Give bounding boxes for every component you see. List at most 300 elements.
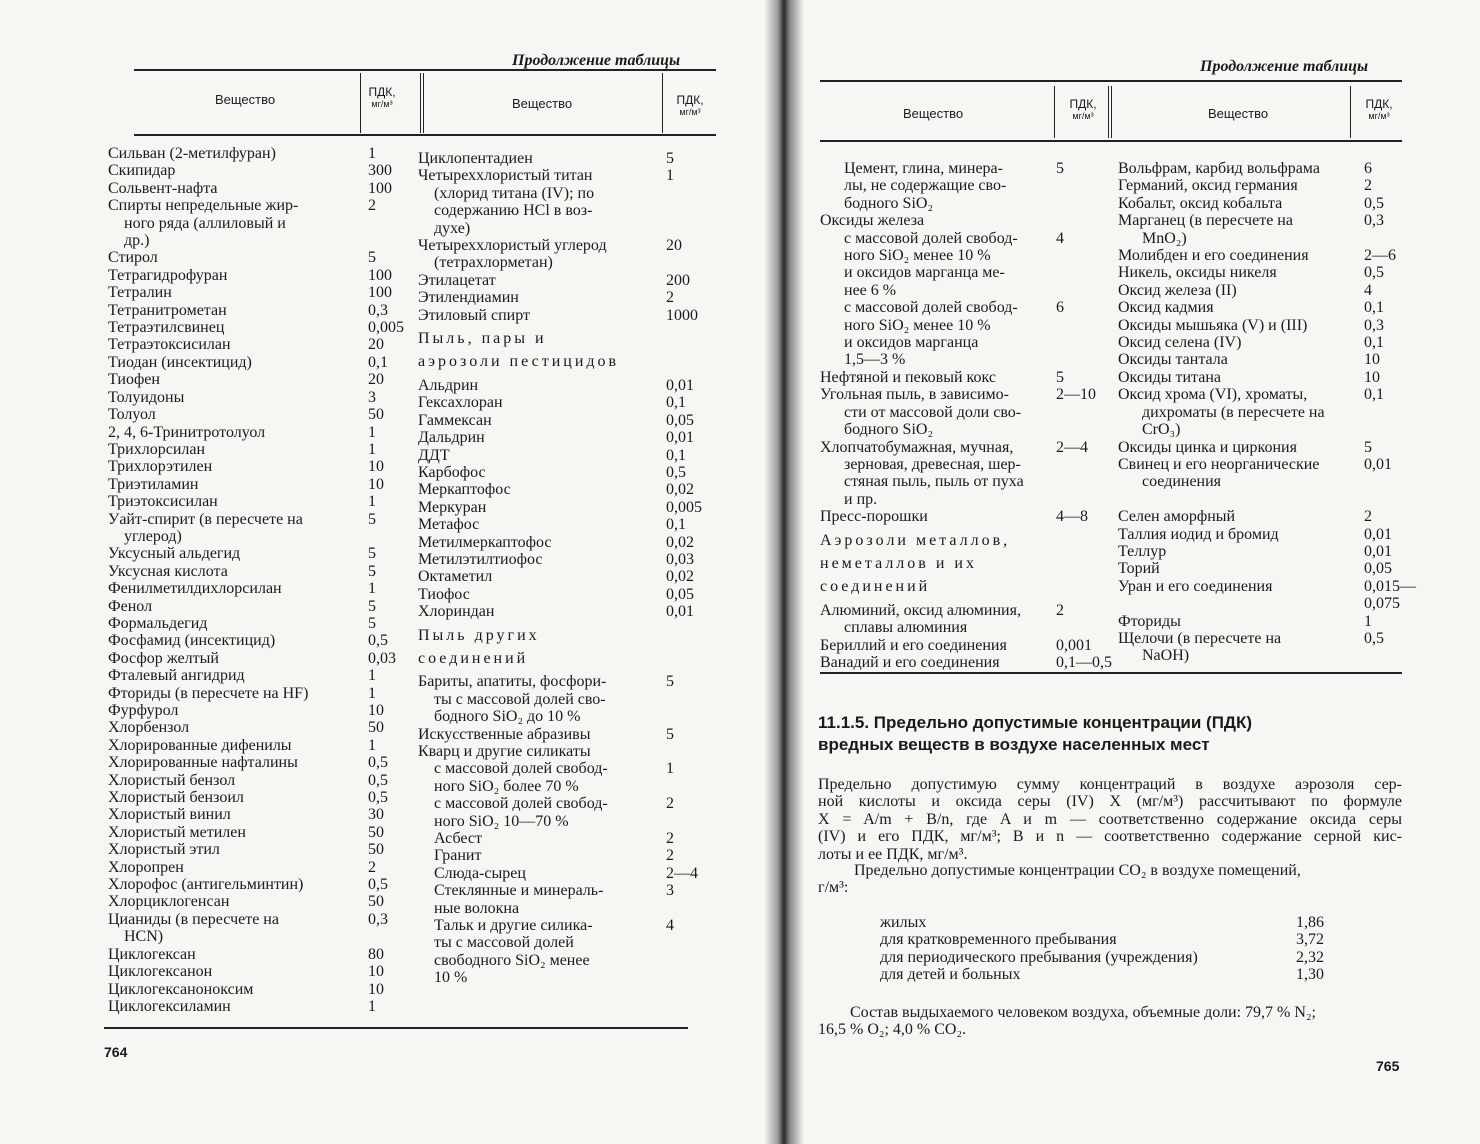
table-row [820, 334, 1140, 351]
table-row [108, 667, 408, 684]
substance-name: с массовой долей свобод- [844, 229, 1018, 247]
pdk-value: 1 [368, 580, 376, 598]
substance-name: Хлористый этил [108, 841, 220, 859]
substance-name: нее 6 % [844, 281, 897, 299]
substance-name: Метилэтилтиофос [418, 550, 543, 568]
substance-name: Торий [1118, 560, 1160, 578]
substance-name: Теллур [1118, 542, 1167, 560]
pdk-value: 2 [368, 858, 376, 876]
table-row [1118, 439, 1408, 456]
substance-name: Никель, оксиды никеля [1118, 264, 1277, 282]
pdk-value: 10 [1364, 351, 1380, 369]
table-row [820, 619, 1140, 636]
substance-name: Фосфамид (инсектицид) [108, 632, 276, 650]
table-row [108, 511, 408, 528]
table-row [108, 371, 408, 388]
table-section-heading [820, 532, 1140, 549]
substance-name: Циклопентадиен [418, 150, 533, 167]
pdk-value: 5 [666, 150, 674, 167]
substance-name: Цианиды (в пересчете на [108, 910, 279, 928]
substance-name: Оксиды тантала [1118, 351, 1228, 369]
substance-name: Хлорированные нафталины [108, 754, 298, 772]
pdk-value: 0,5 [368, 632, 388, 650]
right-column-1 [820, 160, 1140, 671]
substance-name: Дальдрин [418, 429, 485, 447]
co2-value: 3,72 [1296, 931, 1324, 949]
table-row [108, 580, 408, 597]
substance-name: и оксидов марганца [844, 334, 979, 352]
substance-name: Альдрин [418, 376, 479, 394]
pdk-value: 50 [368, 893, 384, 911]
pdk-value: 0,005 [368, 319, 404, 337]
table-row [418, 394, 718, 411]
substance-name: Тальк и другие силика- [434, 917, 593, 935]
table-row [1118, 351, 1408, 368]
substance-name: Германий, оксид германия [1118, 177, 1298, 195]
substance-name: Тетраэтоксисилан [108, 336, 231, 354]
table-row [108, 981, 408, 998]
table-row [108, 963, 408, 980]
substance-name: Пыль других [418, 626, 540, 644]
left-column-2 [418, 150, 718, 987]
table-row [108, 772, 408, 789]
substance-name: Циклогексан [108, 945, 196, 963]
table-row [418, 220, 718, 237]
co2-label: для периодического пребывания (учреждения) [880, 948, 1198, 966]
table-row [418, 830, 718, 847]
pdk-value: 100 [368, 266, 392, 284]
table-top-rule [820, 80, 1402, 82]
substance-name: Сольвент-нафта [108, 179, 218, 197]
pdk-value: 1 [368, 493, 376, 511]
table-row [1118, 195, 1408, 212]
pdk-value: 0,03 [368, 649, 396, 667]
substance-name: с массовой долей свобод- [434, 760, 608, 778]
substance-name: (хлорид титана (IV); по [434, 184, 595, 202]
table-row [108, 685, 408, 702]
substance-name: неметаллов и их [820, 554, 977, 572]
paragraph-line: (IV) и его ПДК, мг/м³; B и n — соответственно содержание серной кис- [818, 828, 1402, 846]
table-row [418, 847, 718, 864]
header-pdk-2: ПДК, мг/м³ [1365, 97, 1393, 121]
table-section-heading [418, 330, 718, 347]
substance-name: Асбест [434, 830, 482, 848]
substance-name: др.) [124, 232, 150, 250]
pdk-value: 0,1 [666, 394, 686, 412]
pdk-value: 0,1 [666, 516, 686, 534]
table-row [108, 424, 408, 441]
pdk-value: 0,01 [1364, 542, 1392, 560]
table-row [108, 284, 408, 301]
table-row [418, 603, 718, 620]
table-row [1118, 247, 1408, 264]
substance-name: Хлористый бензоил [108, 789, 244, 807]
table-row [108, 893, 408, 910]
substance-name: Тетраэтилсвинец [108, 319, 225, 337]
substance-name: Уксусный альдегид [108, 545, 241, 563]
substance-name: Триэтиламин [108, 475, 199, 493]
substance-name: Оксид кадмия [1118, 299, 1214, 317]
substance-name: Угольная пыль, в зависимо- [820, 386, 1009, 404]
substance-name: Фенол [108, 597, 153, 615]
pdk-value: 0,01 [666, 429, 694, 447]
substance-name: Трихлорсилан [108, 440, 206, 458]
pdk-value: 0,1 [368, 353, 388, 371]
table-row [1118, 630, 1408, 647]
table-row [108, 632, 408, 649]
co2-intro: Предельно допустимые концентрации CO₂ в воздухе помещений, г/м³: [818, 862, 1301, 897]
substance-name: MnO₂) [1142, 229, 1187, 247]
table-row [820, 317, 1140, 334]
substance-name: Циклогексиламин [108, 997, 231, 1015]
substance-name: Хлопчатобумажная, мучная, [820, 438, 1014, 456]
substance-name: Карбофос [418, 463, 486, 481]
substance-name: Хлористый винил [108, 806, 231, 824]
table-row [820, 421, 1140, 438]
book-spine [764, 0, 804, 1144]
table-row [820, 282, 1140, 299]
table-row [418, 934, 718, 951]
table-row [108, 650, 408, 667]
table-row [1118, 577, 1416, 595]
substance-name: бодного SiO₂ [844, 194, 934, 212]
substance-name: соединений [820, 578, 931, 596]
table-row [1118, 386, 1408, 403]
substance-name: (тетрахлорметан) [434, 254, 553, 272]
substance-name: Четыреххлористый углерод [418, 237, 607, 255]
pdk-value: 0,05 [1364, 560, 1392, 578]
co2-label: для кратковременного пребывания [880, 931, 1117, 949]
co2-label: жилых [880, 914, 927, 931]
substance-name: Стеклянные и минераль- [434, 882, 604, 900]
substance-name: бодного SiO₂ до 10 % [434, 708, 581, 726]
substance-name: Скипидар [108, 162, 176, 180]
table-row [108, 615, 408, 632]
substance-name: HCN) [124, 928, 164, 946]
substance-name: Фториды [1118, 612, 1181, 630]
substance-name: ты с массовой долей [434, 934, 574, 952]
table-row [418, 917, 718, 934]
pdk-value: 2—4 [666, 864, 698, 882]
pdk-value: 5 [666, 725, 674, 743]
pdk-value: 0,001 [1056, 636, 1092, 654]
substance-name: Гранит [434, 847, 482, 865]
table-row [418, 726, 718, 743]
table-row [820, 602, 1140, 619]
pdk-value: 80 [368, 945, 384, 963]
pdk-value: 50 [368, 406, 384, 424]
substance-name: Трихлорэтилен [108, 458, 213, 476]
pdk-value: 0,02 [666, 533, 694, 551]
pdk-value: 0,05 [666, 411, 694, 429]
pdk-value: 5 [368, 510, 376, 528]
pdk-value: 2—4 [1056, 438, 1088, 456]
header-divider [1054, 86, 1055, 138]
pdk-value: 20 [368, 371, 384, 389]
header-divider-2 [662, 73, 663, 133]
table-row [820, 456, 1140, 473]
co2-value: 2,32 [1296, 948, 1324, 966]
pdk-value: 0,01 [1364, 455, 1392, 473]
pdk-value: 20 [368, 336, 384, 354]
substance-name: зерновая, древесная, шер- [844, 455, 1021, 473]
table-row [418, 254, 718, 271]
substance-name: и оксидов марганца ме- [844, 264, 1005, 282]
table-section-heading [820, 555, 1140, 572]
table-row [1118, 230, 1408, 247]
pdk-value: 0,3 [368, 301, 388, 319]
substance-name: Оксид хрома (VI), хроматы, [1118, 386, 1308, 404]
pdk-value: 5 [1364, 438, 1372, 456]
substance-name: Фурфурол [108, 702, 179, 719]
substance-name: Этилацетат [418, 271, 496, 289]
pdk-value: 0,5 [1364, 194, 1384, 212]
substance-name: Пресс-порошки [820, 508, 928, 526]
table-row [108, 876, 408, 893]
header-substance-2: Вещество [1207, 106, 1269, 121]
table-row [418, 150, 718, 167]
paragraph-line: X = A/m + B/n, где A и m — соответственно содержание оксида серы [818, 810, 1402, 828]
pdk-value: 0,01 [666, 376, 694, 394]
table-row [108, 441, 408, 458]
table-section-heading [418, 627, 718, 644]
table-row [108, 841, 408, 858]
table-row [108, 719, 408, 736]
pdk-value: 0,075 [1364, 595, 1400, 613]
substance-name: ного SiO₂ менее 10 % [844, 247, 991, 265]
pdk-value: 0,5 [368, 789, 388, 807]
substance-name: Меркаптофос [418, 481, 511, 499]
header-double-divider [420, 73, 424, 133]
substance-name: Бериллий и его соединения [820, 636, 1007, 654]
table-row [108, 859, 408, 876]
co2-value: 1,86 [1296, 914, 1324, 931]
header-divider-2 [1350, 86, 1351, 138]
substance-name: Сильван (2-метилфуран) [108, 145, 276, 162]
table-row [108, 302, 408, 319]
pdk-value: 10 [368, 475, 384, 493]
substance-name: Оксид селена (IV) [1118, 334, 1242, 352]
substance-name: ного SiO₂ 10—70 % [434, 812, 569, 830]
substance-name: Циклогексаноноксим [108, 980, 254, 998]
pdk-value: 0,1—0,5 [1056, 653, 1112, 671]
substance-name: Оксиды титана [1118, 368, 1221, 386]
table-row [108, 806, 408, 823]
substance-name: Хлорбензол [108, 719, 190, 737]
substance-name: Четыреххлористый титан [418, 167, 593, 185]
substance-name: Щелочи (в пересчете на [1118, 629, 1282, 647]
table-row [418, 586, 718, 603]
substance-name: Спирты непредельные жир- [108, 197, 299, 215]
substance-name: соединений [418, 649, 529, 667]
table-row [418, 952, 718, 969]
pdk-value: 5 [368, 545, 376, 563]
pdk-value: 0,3 [368, 910, 388, 928]
table-row [820, 177, 1140, 194]
pdk-value: 2 [1364, 177, 1372, 195]
table-row [1118, 456, 1408, 473]
table-row [418, 708, 718, 725]
table-row [108, 911, 408, 928]
pdk-value: 200 [666, 271, 690, 289]
formula-paragraph [818, 776, 1402, 863]
table-row [820, 404, 1140, 421]
pdk-value: 0,5 [1364, 629, 1384, 647]
substance-name: сти от массовой доли сво- [844, 403, 1022, 421]
table-row [108, 545, 408, 562]
table-row [108, 702, 408, 719]
pdk-value: 50 [368, 841, 384, 859]
pdk-value: 0,1 [1364, 334, 1384, 352]
table-row [108, 998, 408, 1015]
table-row [418, 551, 718, 568]
table-row [1118, 491, 1408, 508]
table-row [418, 481, 718, 498]
header-double-divider [1108, 86, 1112, 138]
pdk-value: 10 [368, 702, 384, 719]
table-bottom-rule [820, 672, 1402, 674]
page-number: 765 [1376, 1058, 1400, 1074]
table-row [1118, 369, 1408, 386]
table-row [1118, 613, 1408, 630]
right-column-2 [1118, 160, 1416, 665]
substance-name: Оксид железа (II) [1118, 281, 1237, 299]
header-bottom-rule [134, 134, 716, 136]
table-row [418, 499, 718, 516]
header-bottom-rule [820, 140, 1402, 142]
substance-name: Гаммексан [418, 411, 492, 429]
table-row [108, 215, 408, 232]
substance-name: Формальдегид [108, 614, 208, 632]
pdk-value: 0,02 [666, 481, 694, 499]
table-row [820, 160, 1140, 177]
table-row [418, 447, 718, 464]
pdk-value: 4 [1056, 229, 1064, 247]
table-row [1118, 404, 1408, 421]
substance-name: Этилендиамин [418, 289, 519, 307]
table-row [1118, 177, 1408, 194]
substance-name: Метафос [418, 516, 480, 534]
table-row [1118, 526, 1408, 543]
table-row [418, 673, 718, 690]
pdk-value: 10 [368, 458, 384, 476]
table-row [1118, 647, 1408, 664]
table-row [820, 212, 1140, 229]
substance-name: сплавы алюминия [844, 619, 968, 637]
substance-name: духе) [434, 219, 471, 237]
pdk-value: 0,02 [666, 568, 694, 586]
pdk-value: 2—6 [1364, 247, 1396, 265]
substance-name: Кварц и другие силикаты [418, 743, 591, 760]
table-row [418, 185, 718, 202]
table-row [820, 299, 1140, 316]
substance-name: Марганец (в пересчете на [1118, 212, 1293, 230]
substance-name: CrO₃) [1142, 421, 1181, 439]
substance-name: Уран и его соединения [1118, 577, 1273, 595]
substance-name: Уайт-спирит (в пересчете на [108, 510, 303, 528]
substance-name: ного SiO₂ менее 10 % [844, 316, 991, 334]
pdk-value: 5 [1056, 368, 1064, 386]
substance-name: Свинец и его неорганические [1118, 455, 1320, 473]
table-row [108, 789, 408, 806]
table-row [108, 754, 408, 771]
pdk-value: 0,5 [368, 771, 388, 789]
pdk-value: 5 [368, 597, 376, 615]
table-row [108, 563, 408, 580]
pdk-value: 10 [368, 980, 384, 998]
pdk-value: 0,015— [1364, 577, 1416, 595]
table-section-heading [418, 650, 718, 667]
table-row [820, 230, 1140, 247]
pdk-value: 2 [368, 197, 376, 215]
table-row [820, 508, 1140, 525]
pdk-value: 10 [1364, 368, 1380, 386]
table-row [418, 412, 718, 429]
pdk-value: 0,5 [666, 463, 686, 481]
table-row [418, 900, 718, 917]
table-row [108, 336, 408, 353]
table-row [1118, 212, 1408, 229]
pdk-value: 0,1 [1364, 386, 1384, 404]
substance-name: соединения [1142, 473, 1222, 491]
table-row [820, 386, 1140, 403]
running-head: Продолжение таблицы [1200, 58, 1369, 75]
co2-row [880, 914, 1340, 931]
pdk-value: 0,1 [666, 446, 686, 464]
page-number: 764 [104, 1044, 128, 1060]
substance-name: Цемент, глина, минера- [844, 160, 1003, 177]
table-row [108, 458, 408, 475]
table-row [108, 389, 408, 406]
table-row [108, 476, 408, 493]
substance-name: Толуол [108, 406, 156, 424]
pdk-value: 0,03 [666, 550, 694, 568]
table-row [108, 528, 408, 545]
pdk-value: 30 [368, 806, 384, 824]
pdk-value: 50 [368, 823, 384, 841]
table-row [820, 195, 1140, 212]
header-pdk-2: ПДК, мг/м³ [676, 93, 704, 117]
substance-name: 10 % [434, 969, 468, 987]
substance-name: Уксусная кислота [108, 562, 228, 580]
substance-name: содержанию HCl в воз- [434, 202, 593, 220]
pdk-value: 300 [368, 162, 392, 180]
substance-name: Пыль, пары и [418, 330, 547, 348]
substance-name: Алюминий, оксид алюминия, [820, 601, 1021, 619]
substance-name: Оксиды мышьяка (V) и (III) [1118, 316, 1308, 334]
header-substance: Вещество [214, 92, 276, 107]
pdk-value: 5 [368, 562, 376, 580]
pdk-value: 100 [368, 179, 392, 197]
table-row [418, 882, 718, 899]
header-substance-2: Вещество [511, 96, 573, 111]
substance-name: с массовой долей свобод- [434, 795, 608, 813]
table-bottom-rule [104, 1027, 688, 1029]
pdk-value: 2 [666, 289, 674, 307]
substance-name: ДДТ [418, 446, 450, 464]
table-row [108, 145, 408, 162]
table-row [108, 180, 408, 197]
substance-name: Кобальт, оксид кобальта [1118, 194, 1283, 212]
substance-name: Тиодан (инсектицид) [108, 353, 252, 371]
pdk-value: 4—8 [1056, 508, 1088, 526]
table-row [418, 691, 718, 708]
substance-name: Хлорированные дифенилы [108, 736, 292, 754]
substance-name: Толуидоны [108, 388, 185, 406]
substance-name: Тетранитрометан [108, 301, 227, 319]
pdk-value: 0,3 [1364, 212, 1384, 230]
paragraph-line: лоты и ее ПДК, мг/м³. [818, 845, 968, 863]
